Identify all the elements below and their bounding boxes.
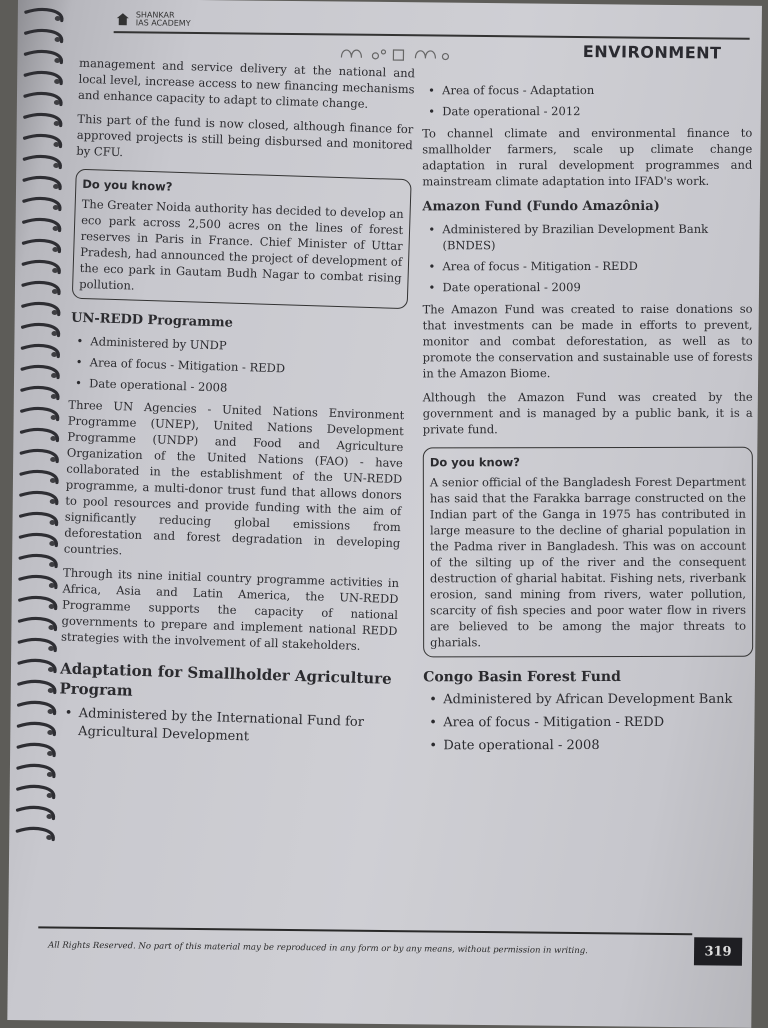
do-you-know-text: The Greater Noida authority has decided to develop an eco park across 2,500 acres on the lines of forest reserves in Paris in France. Chief Minister of Uttar Pradesh, had announced the project of development of the eco park in Gautam Budh Nagar to combat rising pollution. <box>79 196 404 293</box>
list-item: • Date operational - 2008 <box>69 375 405 402</box>
footer-rule <box>38 926 692 935</box>
list-item: • Administered by UNDP <box>70 333 406 360</box>
logo-line-1: SHANKAR <box>135 10 175 20</box>
header-rule <box>114 31 750 40</box>
amazon-bullets <box>422 221 752 296</box>
do-you-know-box <box>423 447 753 658</box>
congo-bullets <box>423 691 753 756</box>
congo-heading: Congo Basin Forest Fund <box>423 668 621 686</box>
book-page <box>7 0 762 1028</box>
ifad-bullets <box>422 82 752 120</box>
amazon-paragraph-1: The Amazon Fund was created to raise donations so that investments can be made in efforts to prevent, monitor and combat deforestation, as well as to promote the conservation and sustainable use of forests in the Amazon Biome. <box>422 301 753 381</box>
list-item: • Area of focus - Mitigation - REDD <box>422 258 752 275</box>
unredd-heading: UN-REDD Programme <box>70 310 234 331</box>
page-number: 319 <box>694 937 742 966</box>
right-column <box>422 82 753 762</box>
do-you-know-title: Do you know? <box>82 176 173 194</box>
ifad-paragraph: To channel climate and environmental finance to smallholder farmers, scale up climate change adaptation in rural development programmes and mainstream climate adaptation into IFAD's work. <box>422 125 753 189</box>
amazon-paragraph-2: Although the Amazon Fund was created by the government and is managed by a public bank, it is a private fund. <box>422 389 753 437</box>
list-item: • Administered by African Development Bank <box>423 691 753 710</box>
asap-heading: Adaptation for Smallholder Agriculture Program <box>59 659 392 700</box>
closed-fund-paragraph: This part of the fund is now closed, although finance for approved projects is still being disbursed and monitored by CFU. <box>76 111 414 160</box>
logo-line-2: IAS ACADEMY <box>135 18 191 28</box>
asap-bullets <box>58 704 395 751</box>
list-item: • Area of focus - Mitigation - REDD <box>70 354 406 381</box>
list-item: • Date operational - 2012 <box>422 103 752 120</box>
do-you-know-box <box>72 169 412 309</box>
academy-emblem-icon <box>116 12 130 26</box>
academy-logo <box>116 11 191 28</box>
unredd-paragraph-2: Through its nine initial country programme activities in Africa, Asia and Latin America, the UN-REDD Programme supports the capacity of national governments to prepare and implement national REDD strategies with the involvement of all stakeholders. <box>60 565 400 653</box>
unredd-bullets <box>69 333 407 402</box>
list-item: • Administered by Brazilian Development Bank (BNDES) <box>422 221 752 254</box>
copyright-notice: All Rights Reserved. No part of this material may be reproduced in any form or by any means, without permission in writing. <box>48 940 588 957</box>
list-item: • Date operational - 2008 <box>423 737 753 756</box>
list-item: • Area of focus - Adaptation <box>422 82 752 99</box>
unredd-paragraph-1: Three UN Agencies - United Nations Environment Programme (UNEP), United Nations Development Programme (UNDP) and Food and Agriculture Organization of the United Nations (FAO) - have collaborated in the establishment of the UN-REDD programme, a multi-donor trust fund that allows donors to pool resources and provide funding with the aim of significantly reducing global emissions from deforestation and forest degradation in developing countries. <box>63 397 405 558</box>
do-you-know-text: A senior official of the Bangladesh Forest Department has said that the Farakka barrage constructed on the Indian part of the Ganga in 1975 has contributed in large measure to the decline of gharial population in the Padma river in Bangladesh. This was on account of the silting up of the river and the consequent destruction of gharial habitat. Fishing nets, riverbank erosion, sand mining from rivers, water pollution, scarcity of fish species and poor water flow in rivers are believed to be among the major threats to gharials. <box>429 474 747 650</box>
intro-paragraph: management and service delivery at the national and local level, increase access to new financing mechanisms and enhance capacity to adapt to climate change. <box>77 55 416 111</box>
amazon-heading: Amazon Fund (Fundo Amazônia) <box>422 198 660 215</box>
list-item: • Area of focus - Mitigation - REDD <box>423 714 753 733</box>
do-you-know-title: Do you know? <box>429 455 520 470</box>
left-column <box>58 55 416 757</box>
list-item: • Administered by the International Fund for Agricultural Development <box>58 704 395 751</box>
section-title: ENVIRONMENT <box>582 42 722 63</box>
list-item: • Date operational - 2009 <box>423 279 753 296</box>
